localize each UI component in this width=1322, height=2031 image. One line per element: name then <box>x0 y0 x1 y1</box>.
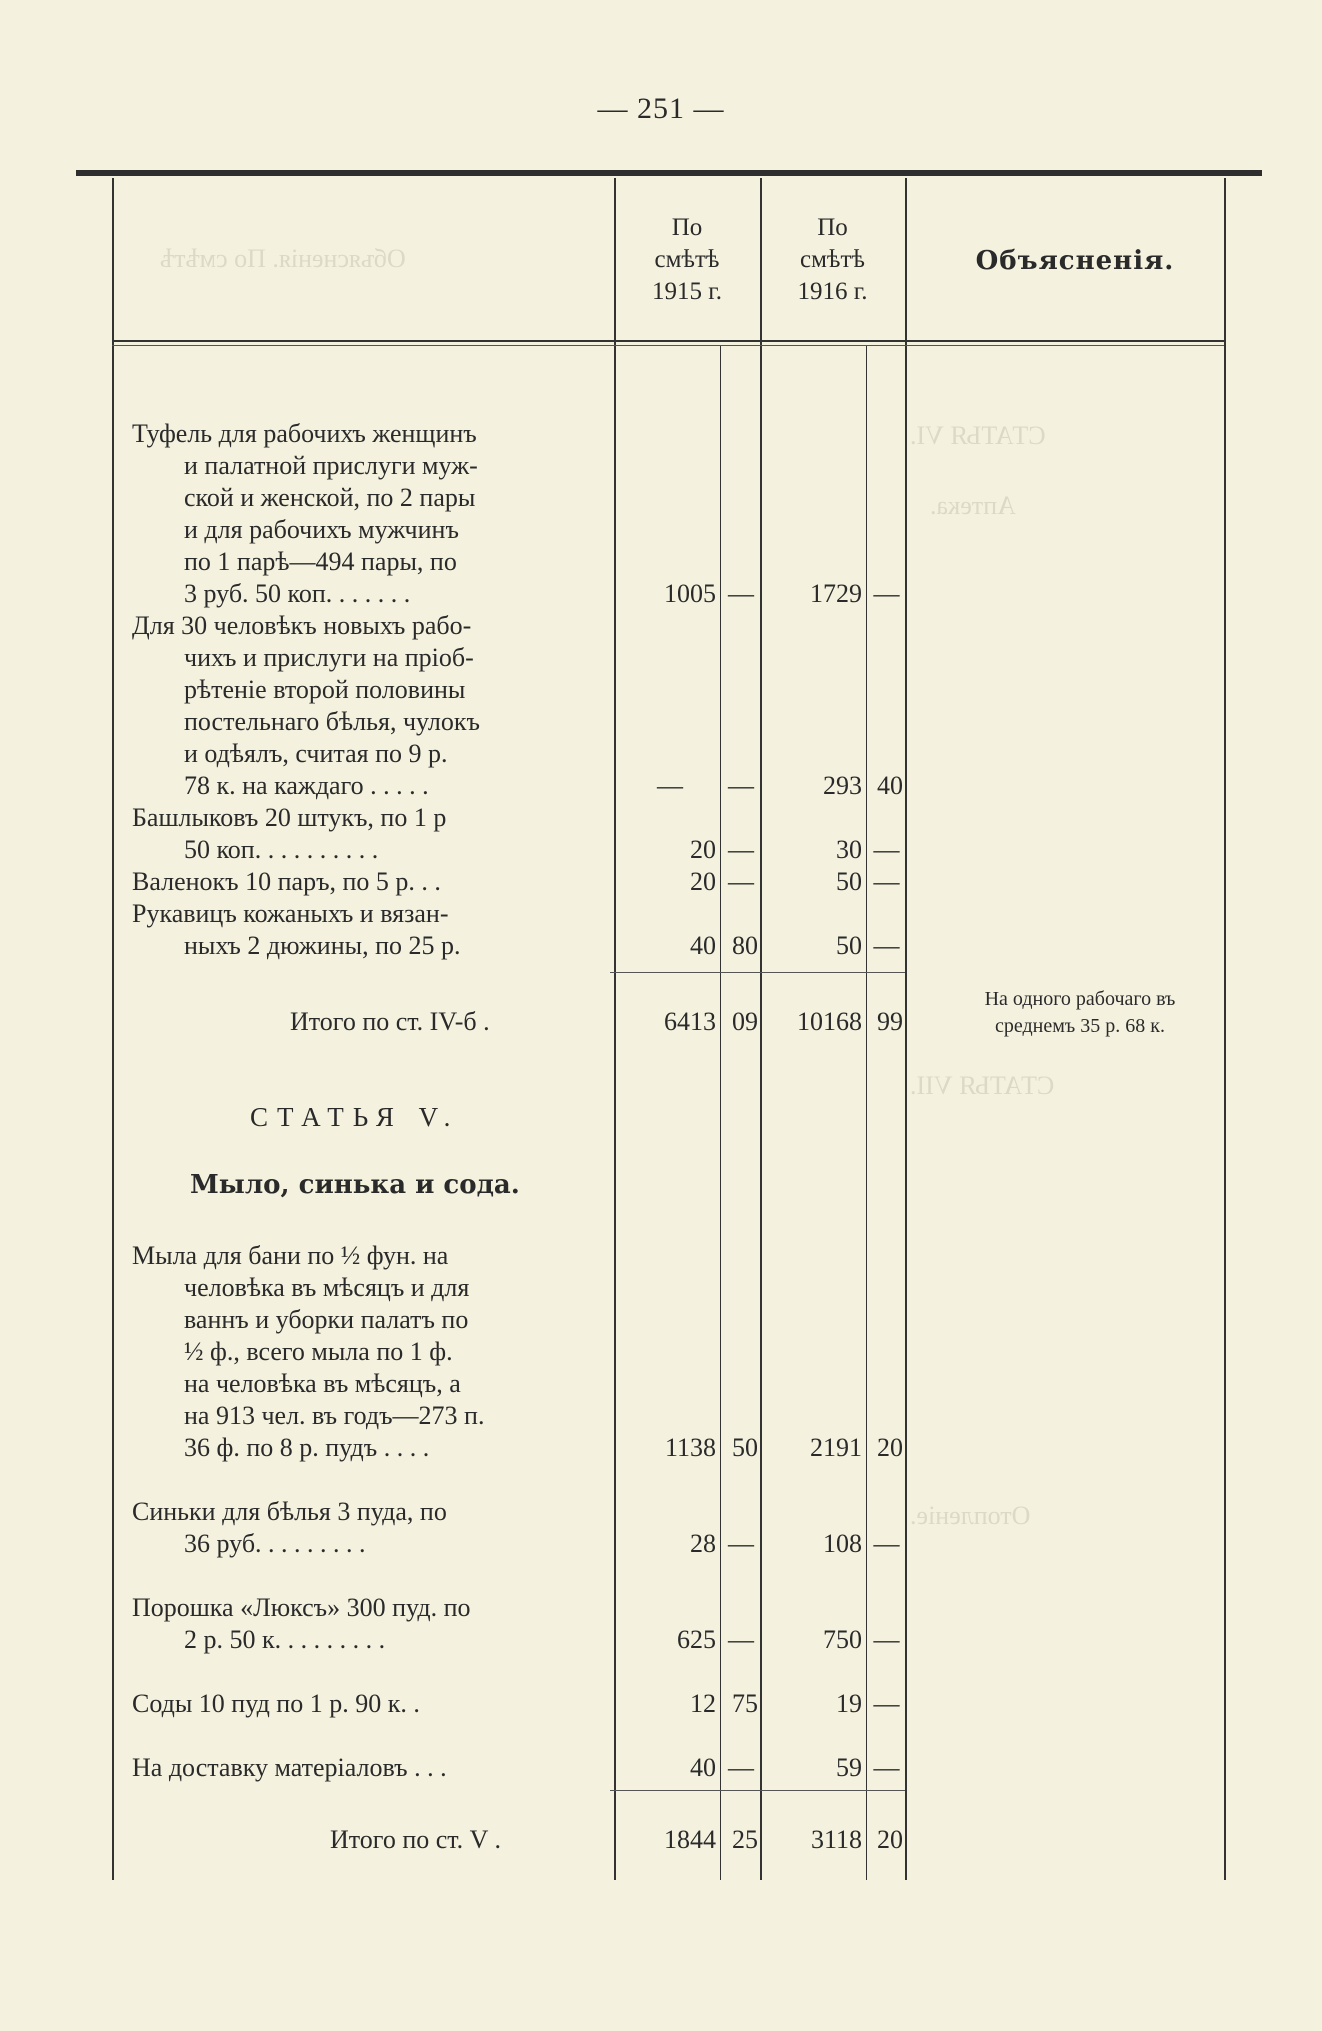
value-1915-rub: 40 <box>690 931 716 960</box>
header-1916: По смѣтѣ 1916 г. <box>797 214 868 305</box>
value-1915-rub: 20 <box>690 867 716 896</box>
value-1915-rub: 28 <box>690 1529 716 1558</box>
value-1916-rub: 50 <box>836 867 862 896</box>
row-text-powder: Порошка «Люксъ» 300 пуд. по 2 р. 50 к. . . . . . . . . <box>132 1593 471 1654</box>
row-text-hoods: Башлыковъ 20 штукъ, по 1 р 50 коп. . . . . . . . . . <box>132 803 447 864</box>
value-1916-rub: 30 <box>836 835 862 864</box>
row-text-bedding: Для 30 человѣкъ новыхъ рабо- чихъ и прислуги на пріоб- рѣтеніе второй половины постельнаго бѣлья, чулокъ и одѣялъ, считая по 9 р. 78 к. на каждаго . . . . . <box>132 611 480 800</box>
value-1915-kop: 80 <box>732 931 758 960</box>
value-1915-kop: — <box>728 579 754 608</box>
value-1915-rub: 12 <box>690 1689 716 1718</box>
bleed-through-text: СТАТЬЯ VII. <box>910 1071 1055 1100</box>
value-1916-rub: 2191 <box>810 1433 862 1462</box>
row-text-soda: Соды 10 пуд по 1 р. 90 к. . <box>132 1689 420 1718</box>
subtotal-rule <box>610 1790 905 1791</box>
value-1916-kop: — <box>873 1753 900 1782</box>
row-text-soap: Мыла для бани по ½ фун. на человѣка въ мѣсяцъ и для ваннъ и уборки палатъ по ½ ф., всего мыла по 1 ф. на человѣка въ мѣсяцъ, а на 913 чел. въ годъ—273 п. 36 ф. по 8 р. пудъ . . . . <box>132 1241 485 1462</box>
bleed-through-text: СТАТЬЯ VI. <box>910 421 1046 450</box>
total-v-1915-kop: 25 <box>732 1825 758 1854</box>
value-1915-kop: — <box>728 1753 754 1782</box>
value-1915-kop: 75 <box>732 1689 758 1718</box>
value-1916-kop: — <box>873 835 900 864</box>
total-v-1916-kop: 20 <box>877 1825 903 1854</box>
total-v-label: Итого по ст. V . <box>330 1825 501 1854</box>
value-1915-rub: 1138 <box>664 1433 716 1462</box>
row-text-bluing: Синьки для бѣлья 3 пуда, по 36 руб. . . . . . . . . <box>132 1497 447 1558</box>
kopek-divider-1916 <box>866 345 867 1880</box>
value-1916-kop: — <box>873 1625 900 1654</box>
row-text-delivery: На доставку матеріаловъ . . . <box>132 1753 447 1782</box>
page-number: — 251 — <box>597 92 725 125</box>
value-1915-kop: — <box>728 835 754 864</box>
value-1916-kop: — <box>873 1689 900 1718</box>
value-1915-rub: 625 <box>677 1625 716 1654</box>
value-1915-kop: 50 <box>732 1433 758 1462</box>
value-1915-rub: — <box>657 771 683 800</box>
top-rule <box>76 170 1262 176</box>
total-iv-label: Итого по ст. IV-б . <box>290 1007 490 1036</box>
total-v-1915-rub: 1844 <box>664 1825 716 1854</box>
row-text-mittens: Рукавицъ кожаныхъ и вязан- ныхъ 2 дюжины, по 25 р. <box>132 899 461 960</box>
value-1916-rub: 19 <box>836 1689 862 1718</box>
value-1915-kop: — <box>728 867 754 896</box>
value-1916-rub: 50 <box>836 931 862 960</box>
value-1915-rub: 40 <box>690 1753 716 1782</box>
bleed-through-text: Объясненія. По смѣтѣ <box>160 244 406 273</box>
value-1916-rub: 108 <box>823 1529 862 1558</box>
value-1916-rub: 1729 <box>810 579 862 608</box>
value-1916-rub: 59 <box>836 1753 862 1782</box>
value-1916-kop: 20 <box>877 1433 903 1462</box>
row-text-felt-boots: Валенокъ 10 паръ, по 5 р. . . <box>132 867 441 896</box>
section-subtitle: Мыло, синька и сода. <box>190 1170 520 1200</box>
subtotal-rule <box>610 972 905 973</box>
section-title: СТАТЬЯ V. <box>250 1102 460 1132</box>
header-rule <box>112 340 1224 342</box>
bleed-through-text: Аптека. <box>930 491 1016 520</box>
value-1916-kop: — <box>873 931 900 960</box>
header-rule-thin <box>112 345 1224 346</box>
value-1916-kop: — <box>873 579 900 608</box>
kopek-divider-1915 <box>720 345 721 1880</box>
value-1915-kop: — <box>728 1625 754 1654</box>
bleed-through-text: Отопленіе. <box>910 1501 1031 1530</box>
total-iv-1916-kop: 99 <box>877 1007 903 1036</box>
total-iv-1915-kop: 09 <box>732 1007 758 1036</box>
table-border-left <box>112 178 114 1880</box>
value-1915-kop: — <box>728 1529 754 1558</box>
value-1916-rub: 293 <box>823 771 862 800</box>
value-1915-kop: — <box>728 771 754 800</box>
value-1915-rub: 20 <box>690 835 716 864</box>
total-iv-1916-rub: 10168 <box>797 1007 862 1036</box>
value-1916-kop: — <box>873 1529 900 1558</box>
header-1915: По смѣтѣ 1915 г. <box>652 214 722 305</box>
row-text-shoes: Туфель для рабочихъ женщинъ и палатной прислуги муж- ской и женской, по 2 пары и для рабочихъ мужчинъ по 1 парѣ—494 пары, по 3 руб. 50 коп. . . . . . . <box>132 419 478 608</box>
header-explanation: Объясненія. <box>975 246 1175 276</box>
total-iv-note: На одного рабочаго въ среднемъ 35 р. 68 к. <box>984 988 1176 1037</box>
value-1916-kop: 40 <box>877 771 903 800</box>
total-iv-1915-rub: 6413 <box>664 1007 716 1036</box>
value-1916-rub: 750 <box>823 1625 862 1654</box>
value-1915-rub: 1005 <box>664 579 716 608</box>
value-1916-kop: — <box>873 867 900 896</box>
total-v-1916-rub: 3118 <box>810 1825 862 1854</box>
